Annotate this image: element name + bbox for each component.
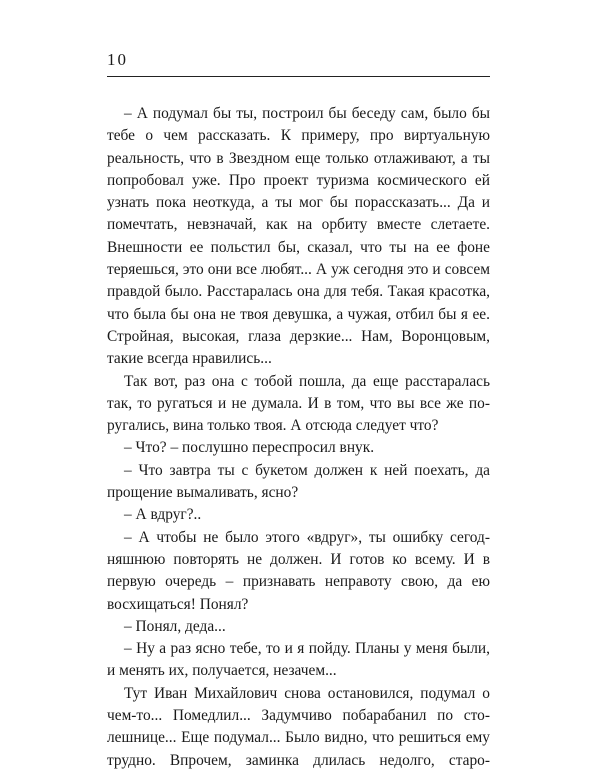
paragraph: – Ну а раз ясно тебе, то и я пойду. Планы у меня были, и менять их, получается, незачем... [107,640,490,680]
page-number: 10 [107,50,128,69]
body-text [107,103,490,772]
paragraph: – А подумал бы ты, построил бы беседу сам, было бы тебе о чем рассказать. К примеру, про виртуальную реальность, что в Звездном еще только отлаживают, а ты попробовал уже. Про проект туризма космического ей узнать пока неоткуда, а ты мог бы порассказать... Да и помечтать, невзначай, как на орбиту вместе слетаете. Внешности ее польстил бы, сказал, что ты на ее фоне теряешься, это они все любят... А уж сегодня это и совсем правдой было. Расстаралась она для тебя. Такая красотка, что была бы она не твоя девушка, а чужая, отбил бы я ее. Стройная, высокая, глаза дерзкие... Нам, Воронцовым, такие всегда нравились... [107,105,490,368]
paragraph: Так вот, раз она с тобой пошла, да еще расстаралась так, то ругаться и не думала. И в том, что вы все же поругались, вина только твоя. А отсюда следует что? [107,372,490,435]
paragraph: – Что? – послушно переспросил внук. [124,439,375,457]
paragraph: – А вдруг?.. [124,506,202,524]
paragraph: – А чтобы не было этого «вдруг», ты ошибку сегодняшнюю повторять не должен. И готов ко всему. И в первую очередь – признавать неправоту свою, да ею восхищаться! Понял? [107,528,490,613]
page-header [107,40,490,77]
paragraph: Тут Иван Михайлович снова остановился, подумал о чем-то... Помедлил... Задумчиво побарабанил по столешнице... Еще подумал... Было видно, что решиться ему трудно. Впрочем, заминка длилась недолго, старо- [107,684,490,769]
paragraph: – Что завтра ты с букетом должен к ней поехать, да прощение вымаливать, ясно? [107,461,490,502]
paragraph: – Понял, деда... [124,617,226,635]
